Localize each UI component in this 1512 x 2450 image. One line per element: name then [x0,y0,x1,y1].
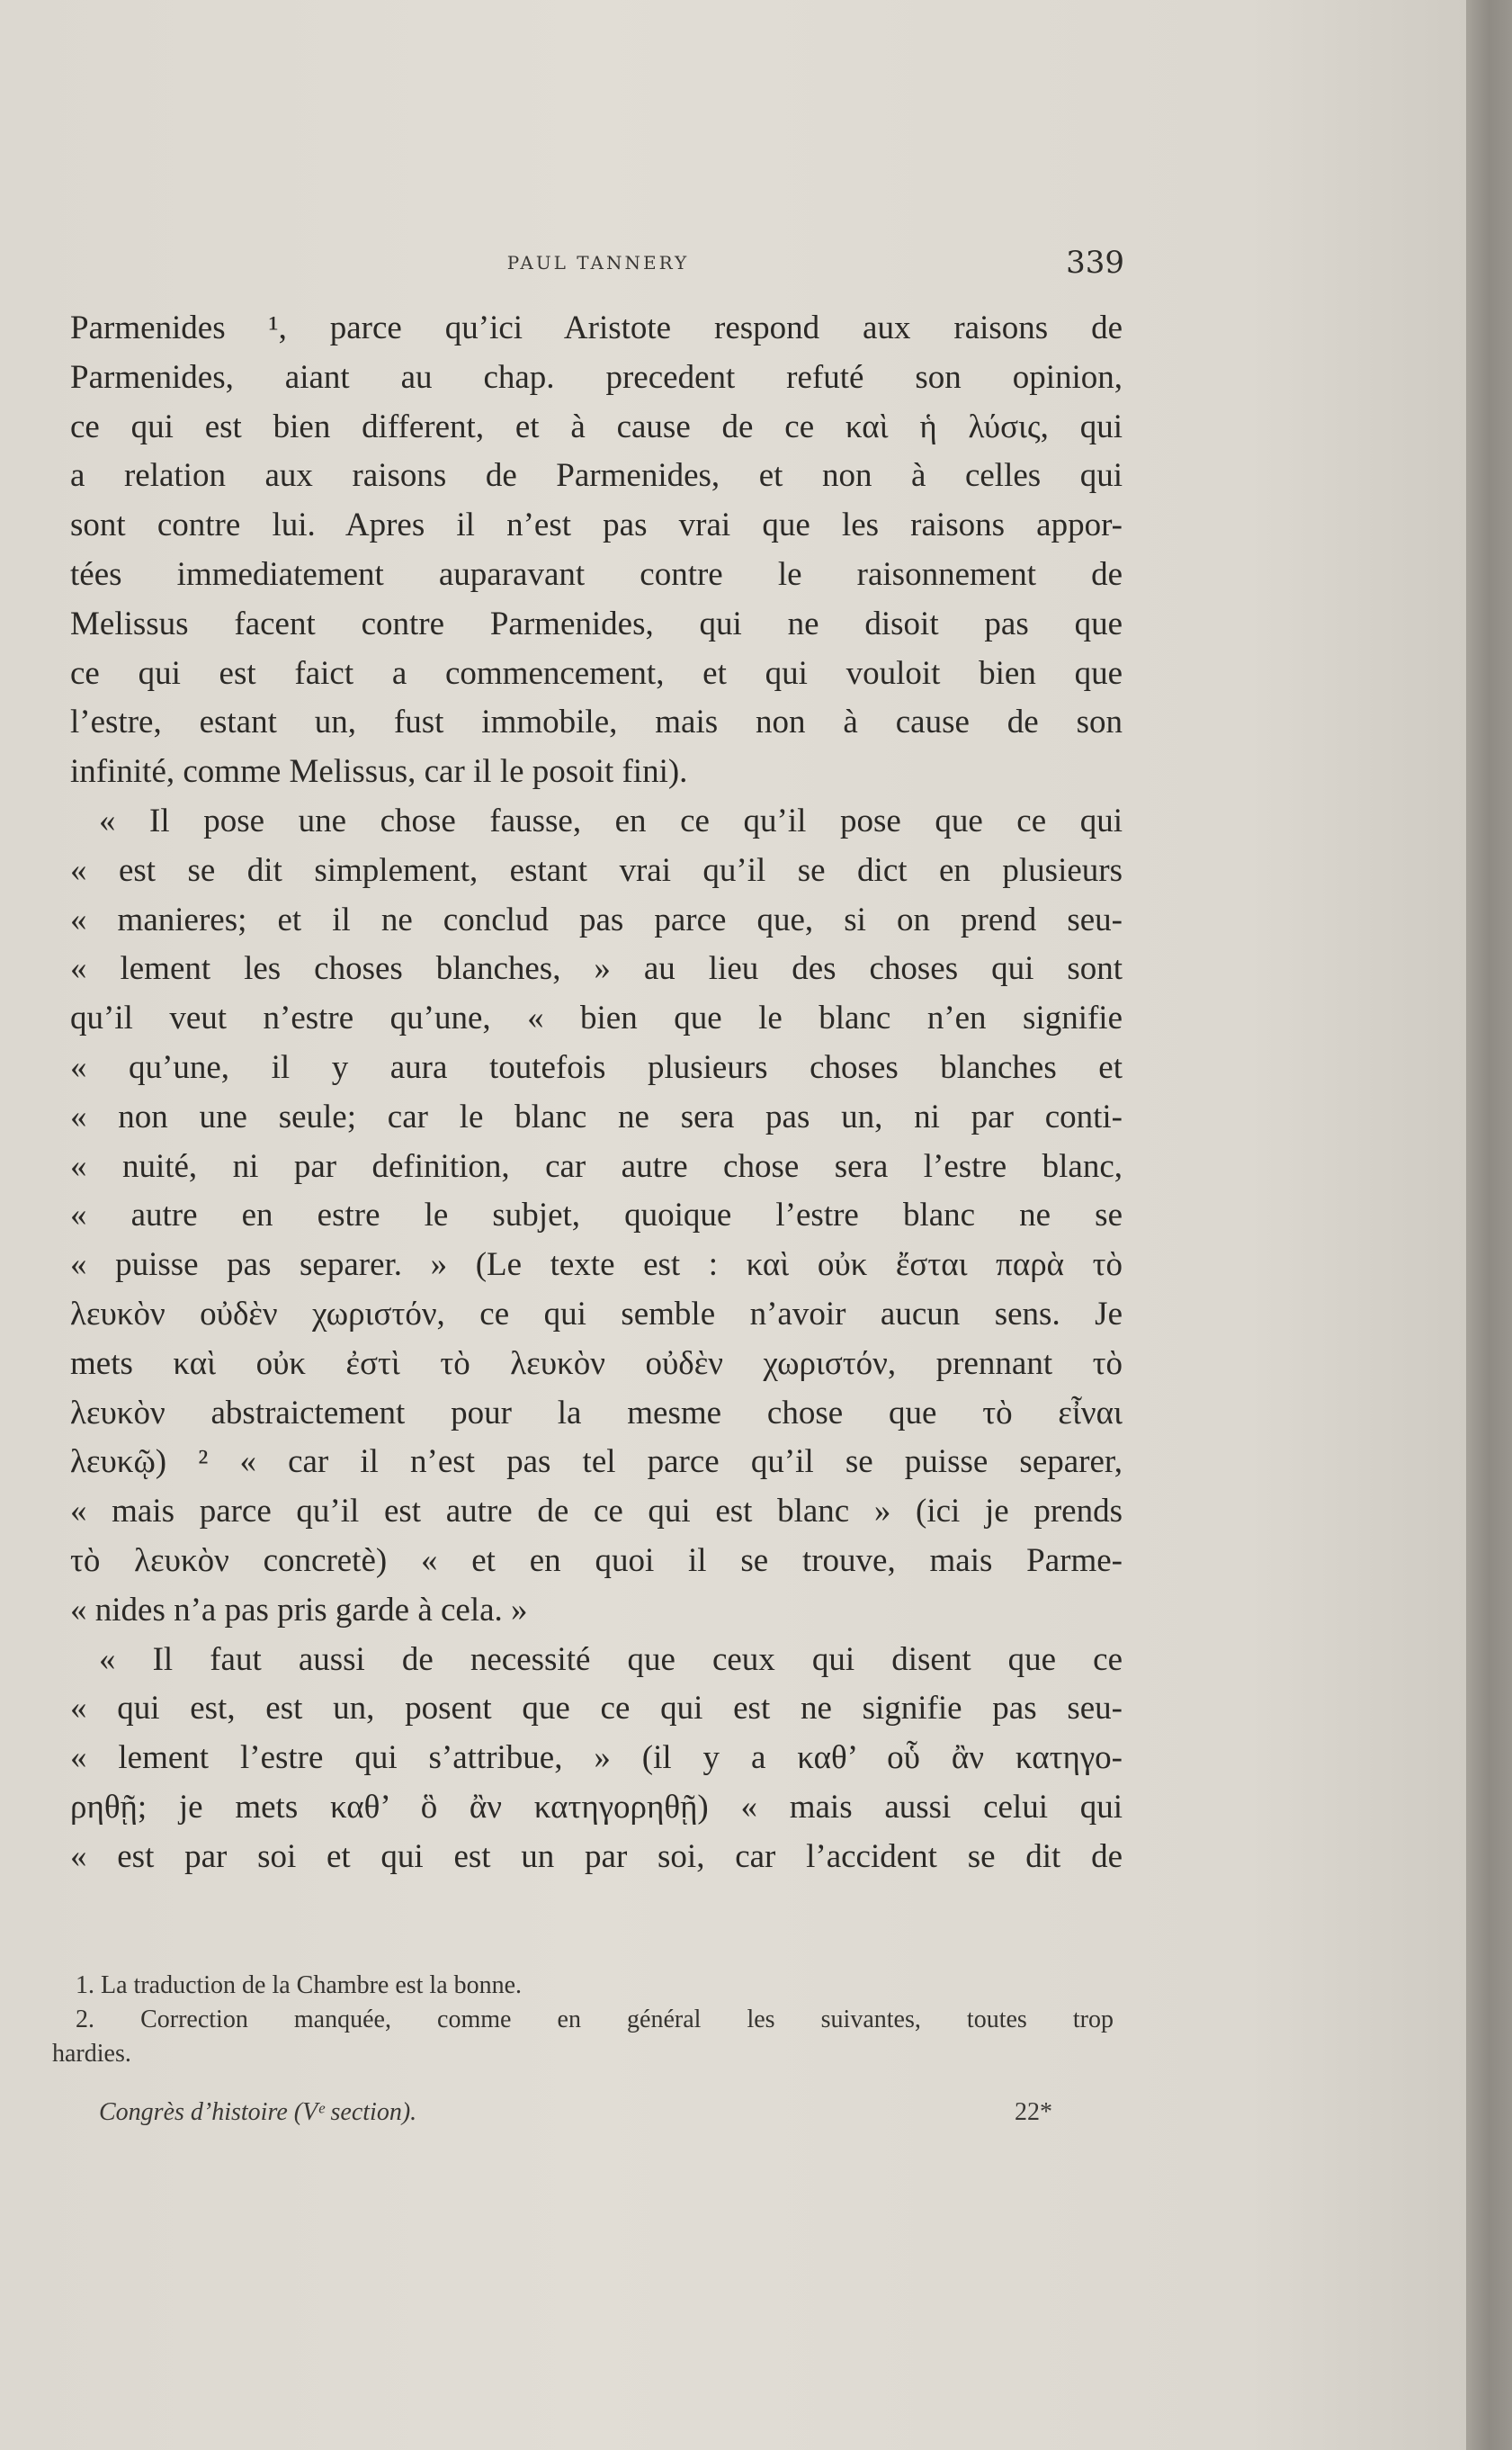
signature-left: Congrès d’histoire (Vᵉ section). [99,2098,417,2126]
text-line: qu’il veut n’estre qu’une, « bien que le blanc n’en signifie [70,1000,1123,1037]
footnote-continuation: hardies. [52,2040,131,2068]
text-line: sont contre lui. Apres il n’est pas vrai que les raisons appor- [70,507,1123,544]
text-line: Parmenides, aiant au chap. precedent refuté son opinion, [70,358,1123,396]
text-line: « non une seule; car le blanc ne sera pas un, ni par conti- [70,1098,1123,1135]
text-line: λευκὸν abstraictement pour la mesme chose que τὸ εἶναι [70,1394,1123,1431]
page-number: 339 [1066,245,1124,281]
text-line: τὸ λευκὸν concretè) « et en quoi il se trouve, mais Parme- [70,1541,1123,1579]
text-line: « est se dit simplement, estant vrai qu’il se dict en plusieurs [70,851,1123,889]
text-line: « manieres; et il ne conclud pas parce que, si on prend seu- [70,901,1123,938]
text-line: « lement l’estre qui s’attribue, » (il y a καθ’ οὗ ἂν κατηγο- [70,1739,1123,1777]
signature-right: 22* [1015,2098,1052,2126]
text-line: « est par soi et qui est un par soi, car l’accident se dit de [70,1837,1123,1875]
footnotes [52,1969,1114,2071]
text-line: λευκῷ) ² « car il n’est pas tel parce qu’il se puisse separer, [70,1443,1123,1481]
text-line: ce qui est faict a commencement, et qui vouloit bien que [70,654,1123,692]
text-line: « qui est, est un, posent que ce qui est ne signifie pas seu- [70,1690,1123,1728]
text-line: « mais parce qu’il est autre de ce qui est blanc » (ici je prends [70,1493,1123,1530]
text-line: a relation aux raisons de Parmenides, et non à celles qui [70,457,1123,495]
text-line: l’estre, estant un, fust immobile, mais non à cause de son [70,704,1123,741]
text-line: « qu’une, il y aura toutefois plusieurs choses blanches et [70,1048,1123,1086]
text-line: « autre en estre le subjet, quoique l’estre blanc ne se [70,1197,1123,1234]
page-header [72,245,1124,281]
text-line: « nides n’a pas pris garde à cela. » [70,1591,528,1629]
text-line: « lement les choses blanches, » au lieu des choses qui sont [70,950,1123,988]
text-line: « nuité, ni par definition, car autre chose sera l’estre blanc, [70,1147,1123,1185]
body-text [70,304,1123,1882]
text-line: « Il pose une chose fausse, en ce qu’il pose que ce qui [99,802,1123,839]
page-binding-edge [1466,0,1512,2450]
text-line: λευκὸν οὐδὲν χωριστόν, ce qui semble n’avoir aucun sens. Je [70,1295,1123,1333]
text-line: ce qui est bien different, et à cause de ce καὶ ἡ λύσις, qui [70,408,1123,445]
footnote: 1. La traduction de la Chambre est la bonne. [76,1971,523,1999]
text-line: Parmenides ¹, parce qu’ici Aristote respond aux raisons de [70,310,1123,346]
running-head: PAUL TANNERY [506,252,690,274]
text-line: infinité, comme Melissus, car il le posoit fini). [70,753,688,791]
text-line: ρηθῇ; je mets καθ’ ὃ ἂν κατηγορηθῇ) « mais aussi celui qui [70,1788,1123,1826]
text-line: « Il faut aussi de necessité que ceux qui disent que ce [99,1640,1123,1678]
text-line: « puisse pas separer. » (Le texte est : καὶ οὐκ ἔσται παρὰ τὸ [70,1246,1123,1284]
text-line: Melissus facent contre Parmenides, qui ne disoit pas que [70,605,1123,642]
footnote: 2. Correction manquée, comme en général les suivantes, toutes trop [76,2006,1114,2033]
text-line: tées immediatement auparavant contre le raisonnement de [70,555,1123,593]
text-line: mets καὶ οὐκ ἐστὶ τὸ λευκὸν οὐδὲν χωριστόν, prennant τὸ [70,1344,1123,1382]
